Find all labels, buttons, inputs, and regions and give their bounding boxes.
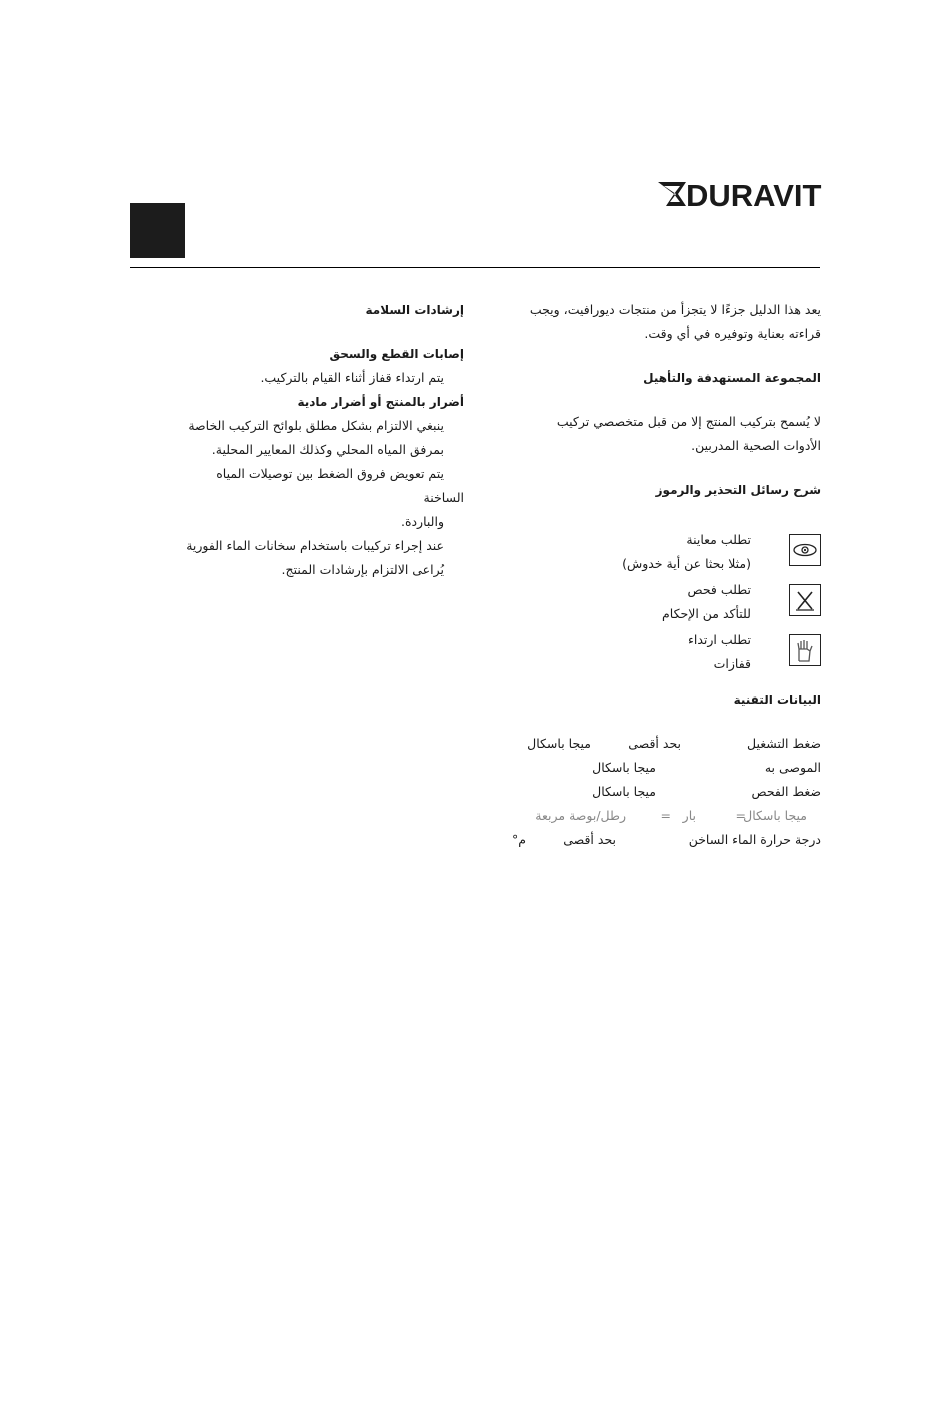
symbol-1-line-2: (مثلا بحثا عن أية خدوش) [622,556,751,571]
injury-heading: إصابات القطع والسحق [329,347,464,361]
symbols-heading: شرح رسائل التحذير والرموز [655,483,821,497]
symbol-3-line-1: تطلب ارتداء [687,632,751,647]
logo-text: DURAVIT [686,178,822,212]
safety-heading: إرشادات السلامة [365,303,464,317]
injury-text: يتم ارتداء قفاز أثناء القيام بالتركيب. [260,370,444,385]
tech-row-recommended: الموصى به ميجا باسكال [592,760,821,775]
right-column [495,298,821,852]
symbol-2-line-2: للتأكد من الإحكام [662,606,751,621]
target-line-2: الأدوات الصحية المدربين. [691,438,821,453]
damage-heading: أضرار بالمنتج أو أضرار مادية [297,395,464,409]
tech-row-operating-pressure: ضغط التشغيل بحد أقصى ميجا باسكال [527,736,821,751]
damage-line-4: الساخنة [423,490,464,505]
left-column [150,298,464,582]
symbol-row-inspection [495,528,821,578]
symbol-row-gloves [495,628,821,678]
inspect-icon [789,584,821,616]
tech-data-heading: البيانات التقنية [733,693,821,707]
gloves-icon [789,634,821,666]
language-marker-box [130,203,185,258]
symbol-2-line-1: تطلب فحص [687,582,751,597]
damage-line-6: عند إجراء تركيبات باستخدام سخانات الماء الفورية [186,538,444,553]
tech-row-conversion: ميجا باسكال = بار = رطل/بوصة مربعة [535,808,807,823]
symbol-1-line-1: تطلب معاينة [686,532,751,547]
tech-row-hot-water-temp: درجة حرارة الماء الساخن بحد أقصى م° [512,832,821,847]
target-line-1: لا يُسمح بتركيب المنتج إلا من قبل متخصصي تركيب [556,414,821,429]
target-group-heading: المجموعة المستهدفة والتأهيل [643,371,821,385]
damage-line-1: ينبغي الالتزام بشكل مطلق بلوائح التركيب الخاصة [188,418,444,433]
damage-line-3: يتم تعويض فروق الضغط بين توصيلات المياه [216,466,444,481]
intro-line-1: يعد هذا الدليل جزءًا لا يتجزأ من منتجات ديورافيت، ويجب [529,302,821,317]
intro-line-2: قراءته بعناية وتوفيره في أي وقت. [644,326,821,341]
eye-protection-icon [789,534,821,566]
symbol-row-check [495,578,821,628]
duravit-logo [656,176,822,212]
damage-line-2: بمرفق المياه المحلي وكذلك المعايير المحلية. [211,442,444,457]
tech-row-test-pressure: ضغط الفحص ميجا باسكال [592,784,821,799]
symbol-3-line-2: قفازات [713,656,751,671]
damage-line-7: يُراعى الالتزام بإرشادات المنتج. [281,562,444,577]
damage-line-5: والباردة. [400,514,444,529]
header-divider [130,267,820,268]
